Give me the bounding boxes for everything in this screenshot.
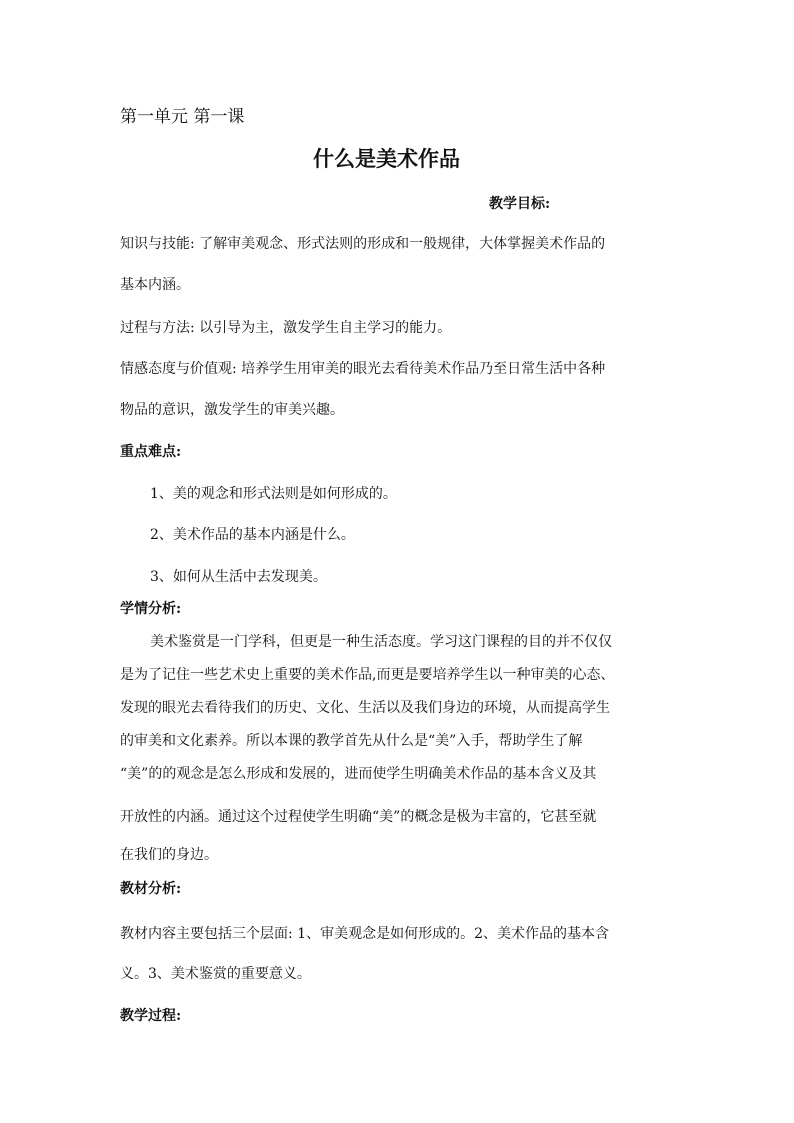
key-point-item: 3、如何从生活中去发现美。 <box>150 569 327 585</box>
process-method-line: 过程与方法: 以引导为主，激发学生自主学习的能力。 <box>120 320 452 336</box>
objectives-heading: 教学目标: <box>489 196 551 212</box>
student-analysis-line: 是为了记住一些艺术史上重要的美术作品,而更是要培养学生以一种审美的心态、 <box>120 667 615 683</box>
key-point-item: 1、美的观念和形式法则是如何形成的。 <box>150 486 397 502</box>
student-analysis-line: 美术鉴赏是一门学科，但更是一种生活态度。学习这门课程的目的并不仅仅 <box>150 634 612 650</box>
material-analysis-line-2: 义。3、美术鉴赏的重要意义。 <box>120 966 311 982</box>
key-point-item: 2、美术作品的基本内涵是什么。 <box>150 527 355 543</box>
material-analysis-line-1: 教材内容主要包括三个层面: 1、审美观念是如何形成的。2、美术作品的基本含 <box>120 926 609 942</box>
student-analysis-line: 开放性的内涵。通过这个过程使学生明确“美”的概念是极为丰富的，它甚至就 <box>120 809 597 825</box>
key-points-heading: 重点难点: <box>120 444 182 460</box>
student-analysis-line: 在我们的身边。 <box>120 847 218 863</box>
attitude-line-1: 情感态度与价值观: 培养学生用审美的眼光去看待美术作品乃至日常生活中各种 <box>120 361 606 377</box>
student-analysis-line: 的审美和文化素养。所以本课的教学首先从什么是“美”入手，帮助学生了解 <box>120 733 583 749</box>
attitude-line-2: 物品的意识，激发学生的审美兴趣。 <box>120 402 344 418</box>
teaching-process-heading: 教学过程: <box>120 1008 182 1024</box>
unit-label: 第一单元 第一课 <box>120 107 245 127</box>
knowledge-line-1: 知识与技能: 了解审美观念、形式法则的形成和一般规律，大体掌握美术作品的 <box>120 236 606 252</box>
student-analysis-line: “美”的的观念是怎么形成和发展的，进而使学生明确美术作品的基本含义及其 <box>120 766 597 782</box>
student-analysis-heading: 学情分析: <box>120 601 182 617</box>
page-title: 什么是美术作品 <box>313 146 460 171</box>
student-analysis-line: 发现的眼光去看待我们的历史、文化、生活以及我们身边的环境，从而提高学生 <box>120 700 610 716</box>
material-analysis-heading: 教材分析: <box>120 881 182 897</box>
knowledge-line-2: 基本内涵。 <box>120 277 190 293</box>
